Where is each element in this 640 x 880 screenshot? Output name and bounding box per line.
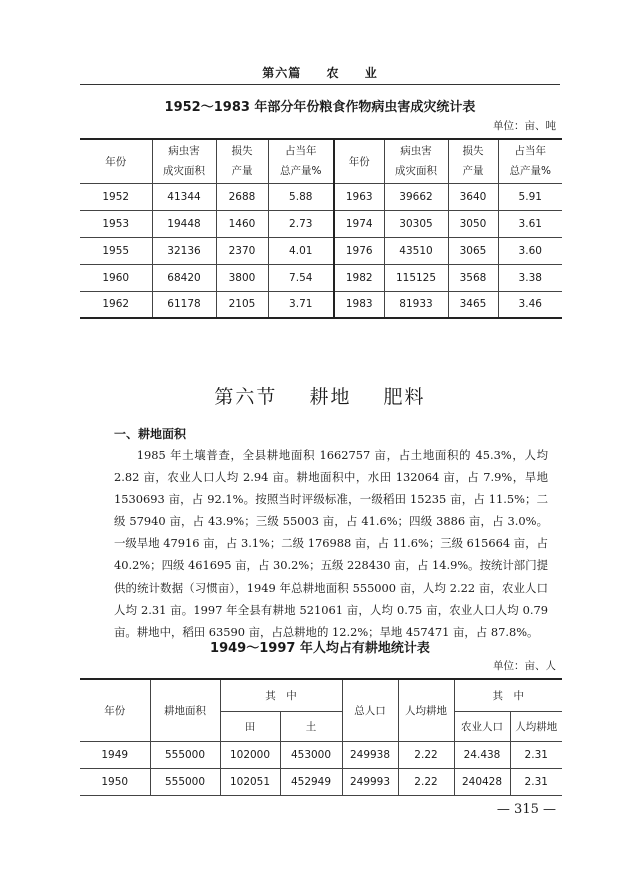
table2-cell-per: 2.22 [398, 741, 454, 768]
table1-cell-year: 1982 [334, 264, 384, 291]
table1-cell-year: 1974 [334, 210, 384, 237]
table2-unit: 单位：亩、人 [493, 660, 556, 672]
table-row [80, 237, 562, 264]
table2-cell-agpop: 24.438 [454, 741, 510, 768]
section-title-2: 肥料 [383, 386, 426, 408]
table1-cell-pct: 3.46 [498, 291, 562, 318]
table1-header-row [80, 139, 562, 183]
running-head-part: 第六篇 [262, 66, 302, 80]
section-number: 第六节 [214, 386, 278, 408]
table1-header-area-2: 病虫害 成灾面积 [384, 139, 448, 183]
running-head-rule [80, 84, 560, 85]
table-row [80, 291, 562, 318]
table1-cell-loss: 2370 [216, 237, 268, 264]
table1-title: 1952～1983 年部分年份粮食作物病虫害成灾统计表 [164, 100, 476, 115]
table1-cell-area: 68420 [152, 264, 216, 291]
table2-cell-pop: 249993 [342, 768, 398, 795]
table2-cell-area: 555000 [150, 741, 220, 768]
table1-cell-loss: 3465 [448, 291, 498, 318]
table1-cell-loss: 3640 [448, 183, 498, 210]
table2-header-group2: 其 中 [454, 679, 562, 711]
table1-cell-area: 30305 [384, 210, 448, 237]
table1-cell-pct: 5.91 [498, 183, 562, 210]
table1-cell-loss: 3050 [448, 210, 498, 237]
table1-cell-year: 1963 [334, 183, 384, 210]
table1-cell-year: 1962 [80, 291, 152, 318]
table1-cell-pct: 3.38 [498, 264, 562, 291]
table2-cell-dry: 452949 [280, 768, 342, 795]
table1 [80, 138, 562, 319]
table1-cell-pct: 3.60 [498, 237, 562, 264]
table1-cell-pct: 3.71 [268, 291, 334, 318]
section-title [0, 382, 640, 409]
table2-header-row [80, 679, 562, 711]
table2-header-agpop: 农业人口 [454, 711, 510, 741]
table1-cell-area: 43510 [384, 237, 448, 264]
table1-cell-area: 61178 [152, 291, 216, 318]
table1-header-loss: 损失 产量 [216, 139, 268, 183]
table2-cell-paddy: 102000 [220, 741, 280, 768]
table2-cell-area: 555000 [150, 768, 220, 795]
table1-cell-year: 1976 [334, 237, 384, 264]
section-title-1: 耕地 [309, 386, 352, 408]
table1-cell-loss: 3800 [216, 264, 268, 291]
table1-cell-loss: 2688 [216, 183, 268, 210]
table2-cell-year: 1950 [80, 768, 150, 795]
table1-cell-pct: 7.54 [268, 264, 334, 291]
table-row [80, 210, 562, 237]
table-row [80, 183, 562, 210]
table1-cell-pct: 4.01 [268, 237, 334, 264]
table2-title: 1949～1997 年人均占有耕地统计表 [210, 641, 430, 656]
table1-cell-loss: 3065 [448, 237, 498, 264]
table2-cell-dry: 453000 [280, 741, 342, 768]
table2-header-per: 人均耕地 [398, 679, 454, 741]
table1-cell-year: 1960 [80, 264, 152, 291]
table1-cell-year: 1983 [334, 291, 384, 318]
table2-header-dry: 土 [280, 711, 342, 741]
table2-cell-agper: 2.31 [510, 741, 562, 768]
table1-cell-loss: 3568 [448, 264, 498, 291]
table1-cell-area: 32136 [152, 237, 216, 264]
table2-cell-paddy: 102051 [220, 768, 280, 795]
table2-header-pop: 总人口 [342, 679, 398, 741]
table2 [80, 678, 562, 796]
table-row [80, 741, 562, 768]
table2-cell-pop: 249938 [342, 741, 398, 768]
running-head-word2: 业 [364, 66, 378, 80]
table-row [80, 264, 562, 291]
table1-cell-area: 81933 [384, 291, 448, 318]
table2-header-year: 年份 [80, 679, 150, 741]
table1-cell-year: 1953 [80, 210, 152, 237]
table1-header-pct: 占当年 总产量% [268, 139, 334, 183]
table1-unit: 单位：亩、吨 [493, 120, 556, 132]
table1-header-loss-2: 损失 产量 [448, 139, 498, 183]
table1-cell-year: 1955 [80, 237, 152, 264]
table1-cell-loss: 1460 [216, 210, 268, 237]
table1-cell-year: 1952 [80, 183, 152, 210]
table1-cell-pct: 3.61 [498, 210, 562, 237]
table2-header-paddy: 田 [220, 711, 280, 741]
table2-header-agper: 人均耕地 [510, 711, 562, 741]
table1-cell-area: 19448 [152, 210, 216, 237]
table1-header-area: 病虫害 成灾面积 [152, 139, 216, 183]
table2-cell-agper: 2.31 [510, 768, 562, 795]
table2-cell-agpop: 240428 [454, 768, 510, 795]
table-row [80, 768, 562, 795]
table2-header-area: 耕地面积 [150, 679, 220, 741]
body-paragraph: 1985 年土壤普查，全县耕地面积 1662757 亩，占土地面积的 45.3%，人均 2.82 亩，农业人口人均 2.94 亩。耕地面积中，水田 132064 亩，占 7.9%，旱地 1530693 亩，占 92.1%。按照当时评级标准，一级稻田 15235 亩，占 11.5%；二级 57940 亩，占 43.9%；三级 55003 亩，占 41.6%；四级 3886 亩，占 3.0%。一级旱地 47916 亩，占 3.1%；二级 176988 亩，占 11.6%；三级 615664 亩，占 40.2%；四级 461695 亩，占 30.2%；五级 228430 亩，占 14.9%。按统计部门提供的统计数据（习惯亩），1949 年总耕地面积 555000 亩，人均 2.22 亩，农业人口人均 2.31 亩。1997 年全县有耕地 521061 亩，人均 0.75 亩，农业人口人均 0.79 亩。耕地中，稻田 63590 亩，占总耕地的 12.2%；旱地 457471 亩，占 87.8%。 [114, 448, 548, 639]
table1-header-year-2: 年份 [334, 139, 384, 183]
table1-header-pct-2: 占当年 总产量% [498, 139, 562, 183]
table2-header-group1: 其 中 [220, 679, 342, 711]
table1-cell-pct: 5.88 [268, 183, 334, 210]
table1-cell-area: 39662 [384, 183, 448, 210]
table1-cell-area: 41344 [152, 183, 216, 210]
subsection-heading: 一、耕地面积 [114, 427, 187, 441]
table2-cell-per: 2.22 [398, 768, 454, 795]
table1-header-year: 年份 [80, 139, 152, 183]
table2-cell-year: 1949 [80, 741, 150, 768]
running-head [0, 64, 640, 81]
table1-cell-area: 115125 [384, 264, 448, 291]
running-head-word1: 农 [326, 66, 340, 80]
table1-cell-loss: 2105 [216, 291, 268, 318]
page-number: — 315 — [496, 802, 556, 817]
table1-cell-pct: 2.73 [268, 210, 334, 237]
